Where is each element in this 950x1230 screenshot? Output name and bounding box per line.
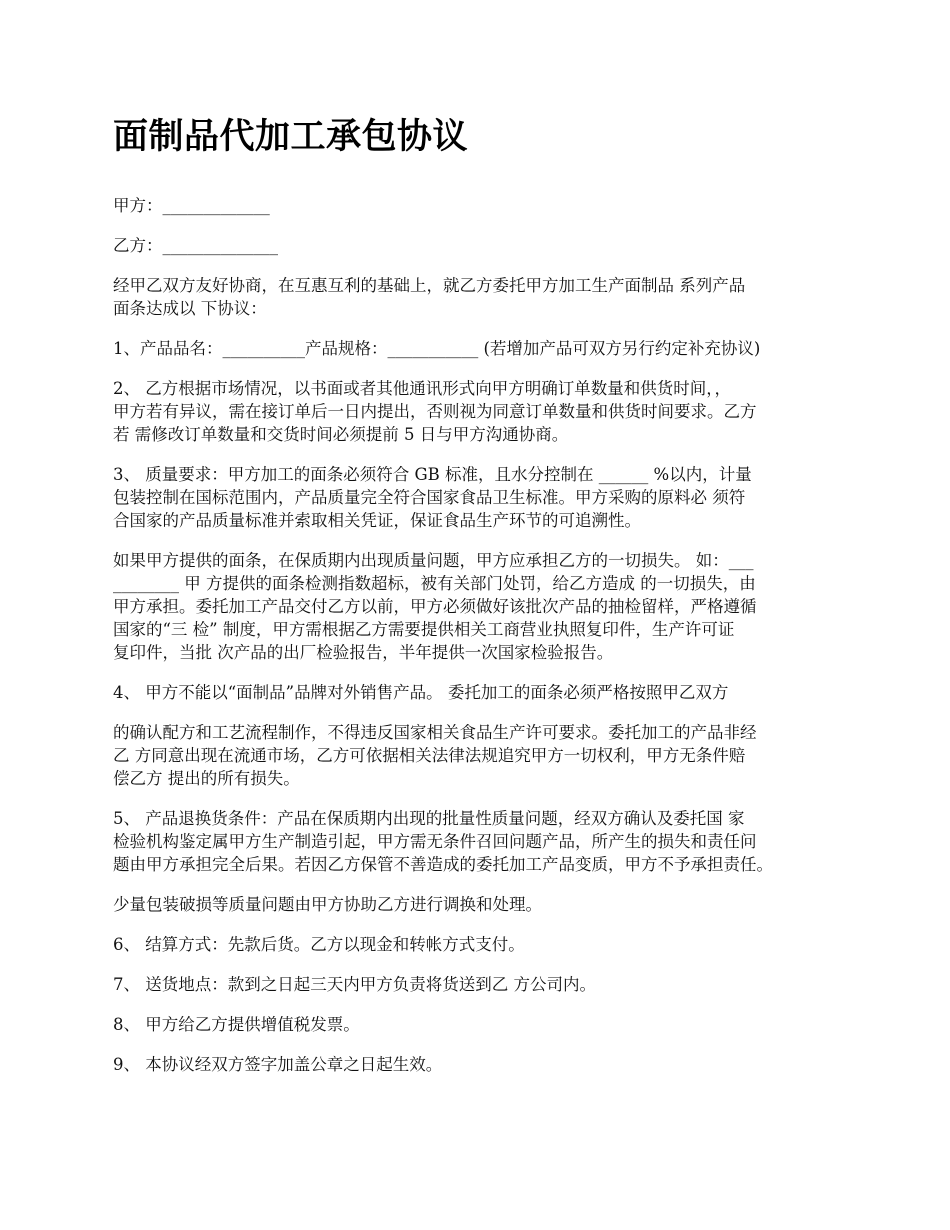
clause-9-effective: 9、 本协议经双方签字加盖公章之日起生效。 [113,1055,443,1074]
document-title: 面制品代加工承包协议 [113,116,469,157]
clause-6-settlement: 6、 结算方式：先款后货。乙方以现金和转帐方式支付。 [113,935,525,954]
clause-4-brand: 4、 甲方不能以“面制品”品牌对外销售产品。 委托加工的面条必须严格按照甲乙双方 [113,683,729,702]
clause-3-quality: 3、 质量要求：甲方加工的面条必须符合 GB 标准，且水分控制在 ______ %以内，计量 包装控制在国标范围内，产品质量完全符合国家食品卫生标准。甲方采购的原料必 须符 合国家的产品质量标准并索取相关凭证，保证食品生产环节的可追溯性。 [113,465,752,530]
clause-8-invoice: 8、 甲方给乙方提供增值税发票。 [113,1015,360,1034]
clause-3-liability: 如果甲方提供的面条，在保质期内出现质量问题，甲方应承担乙方的一切损失。 如：___ ________ 甲 方提供的面条检测指数超标，被有关部门处罚，给乙方造成 的一切损失，由 甲方承担。委托加工产品交付乙方以前，甲方必须做好该批次产品的抽检留样，严格遵循 国家的“三 检” 制度，甲方需根据乙方需要提供相关工商营业执照复印件，生产许可证 复印件，当批 次产品的出厂检验报告，半年提供一次国家检验报告。 [113,551,757,662]
clause-7-delivery: 7、 送货地点：款到之日起三天内甲方负责将货送到乙 方公司内。 [113,975,596,994]
clause-2-orders: 2、 乙方根据市场情况，以书面或者其他通讯形式向甲方明确订单数量和供货时间，， 甲方若有异议，需在接订单后一日内提出，否则视为同意订单数量和供货时间要求。乙方 若 需修改订单数量和交货时间必须提前 5 日与甲方沟通协商。 [113,379,757,444]
clause-4-continued: 的确认配方和工艺流程制作，不得违反国家相关食品生产许可要求。委托加工的产品非经 乙 方同意出现在流通市场，乙方可依据相关法律法规追究甲方一切权利，甲方无条件赔 偿乙方 提出的所有损失。 [113,723,757,788]
party-a-line: 甲方：_____________ [113,196,270,215]
clause-1-product: 1、产品品名：__________产品规格：___________ (若增加产品可双方另行约定补充协议) [113,339,761,358]
document-page [113,112,863,1093]
party-b-line: 乙方：______________ [113,236,278,255]
clause-5-returns: 5、 产品退换货条件：产品在保质期内出现的批量性质量问题，经双方确认及委托国 家 检验机构鉴定属甲方生产制造引起，甲方需无条件召回问题产品，所产生的损失和责任问 题由甲方承担完全后果。若因乙方保管不善造成的委托加工产品变质，甲方不予承担责任。 [113,809,773,874]
clause-5-packaging: 少量包装破损等质量问题由甲方协助乙方进行调换和处理。 [113,895,542,914]
intro-paragraph: 经甲乙双方友好协商，在互惠互利的基础上，就乙方委托甲方加工生产面制品 系列产品 面条达成以 下协议： [113,276,746,318]
